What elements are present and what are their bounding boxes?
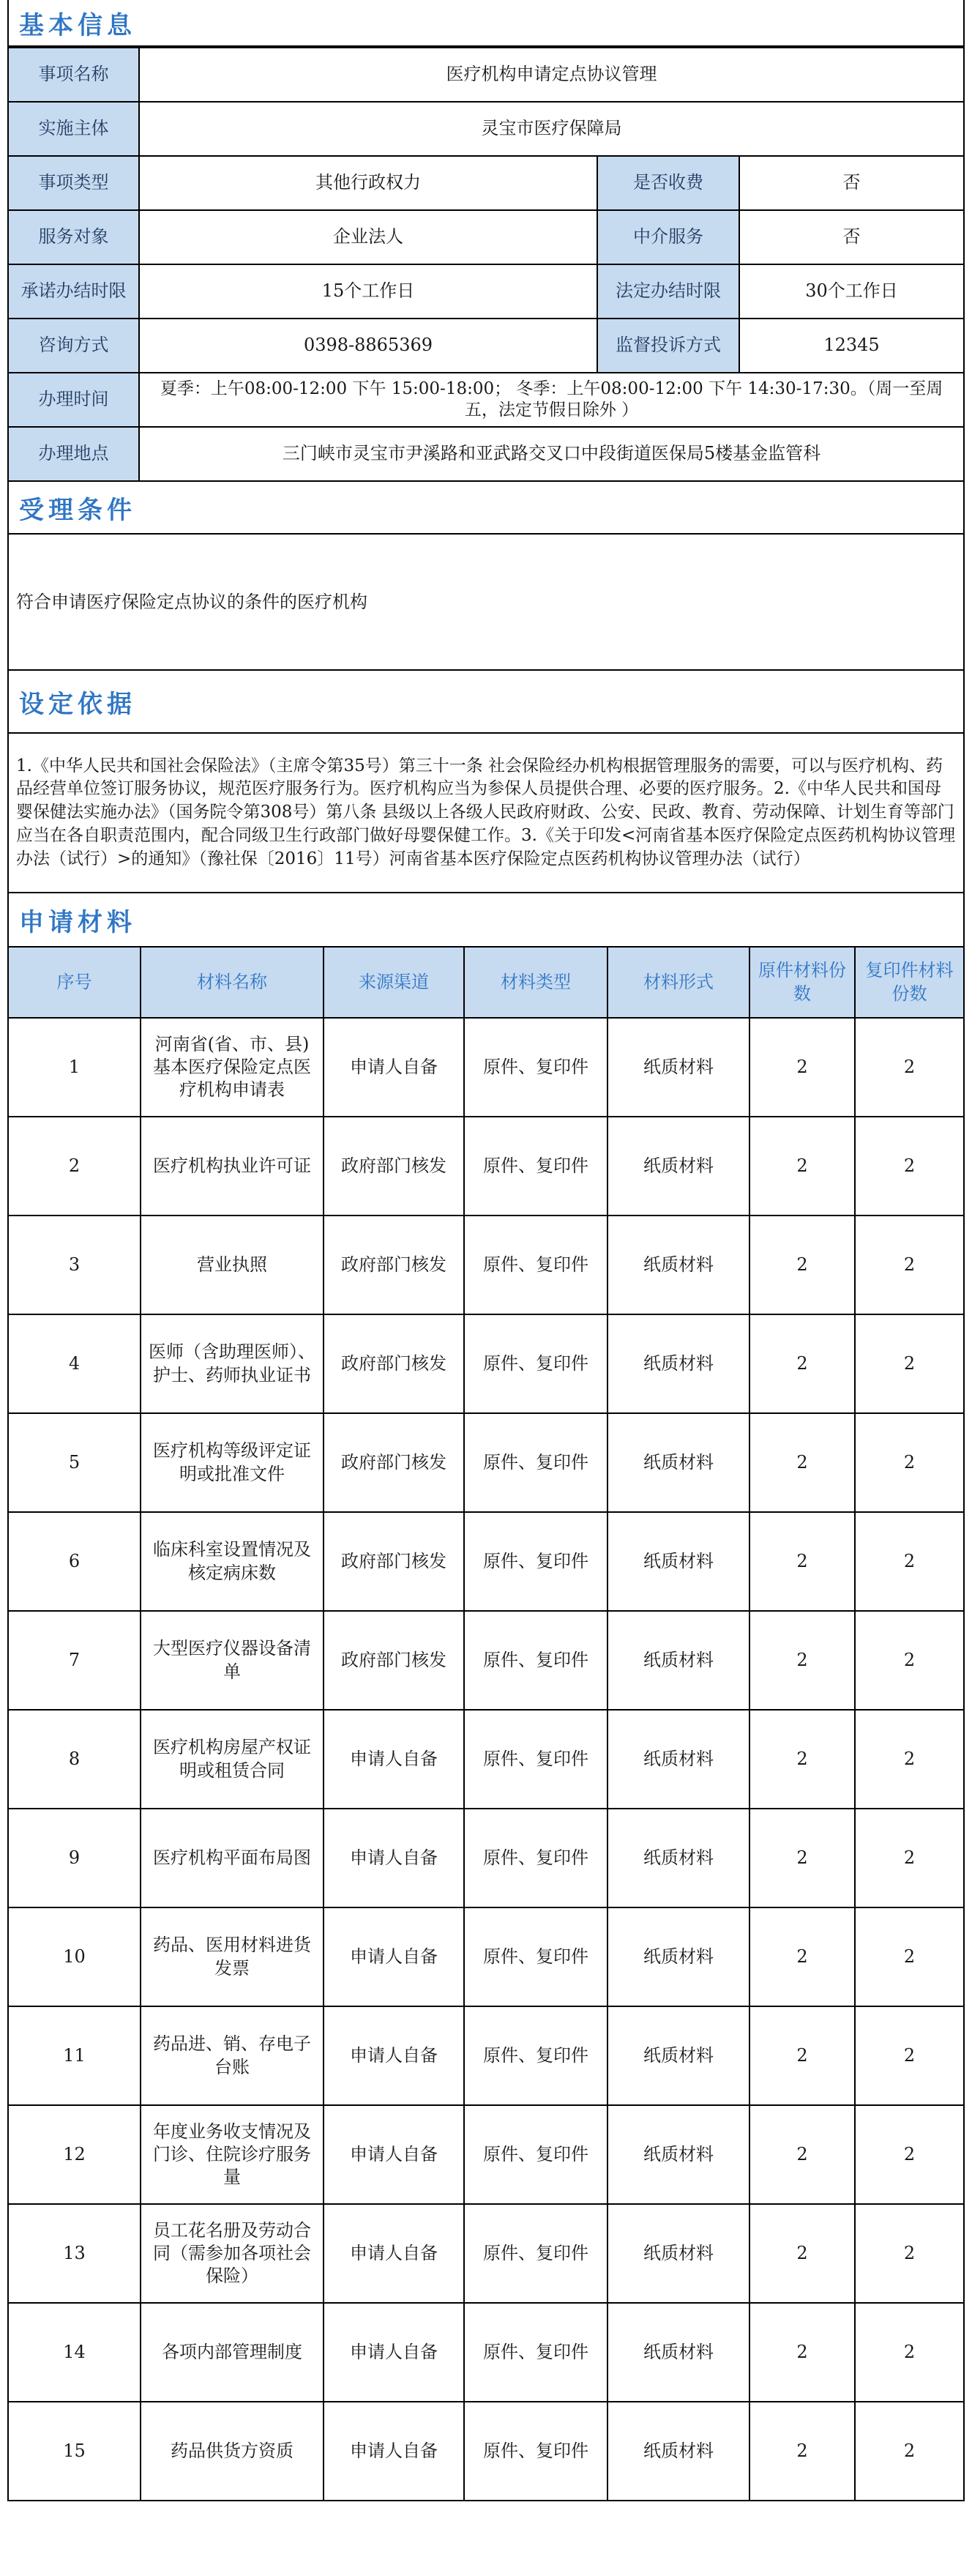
location-value: 三门峡市灵宝市尹溪路和亚武路交叉口中段街道医保局5楼基金监管科 — [139, 427, 963, 481]
material-source: 政府部门核发 — [324, 1413, 464, 1512]
materials-table — [9, 948, 963, 2501]
fee-label: 是否收费 — [597, 156, 739, 210]
material-source: 政府部门核发 — [324, 1314, 464, 1413]
promise-label: 承诺办结时限 — [9, 264, 139, 319]
row-location — [9, 427, 963, 481]
material-type: 原件、复印件 — [464, 1216, 608, 1314]
section-title-materials: 申请材料 — [9, 893, 963, 948]
material-name: 临床科室设置情况及核定病床数 — [141, 1512, 324, 1611]
material-no: 14 — [9, 2303, 141, 2402]
material-form: 纸质材料 — [608, 2204, 749, 2303]
material-type: 原件、复印件 — [464, 1611, 608, 1710]
material-type: 原件、复印件 — [464, 1314, 608, 1413]
material-original-count: 2 — [749, 1314, 855, 1413]
legal-value: 30个工作日 — [739, 264, 963, 319]
table-row — [9, 1512, 963, 1611]
material-copy-count: 2 — [855, 1314, 963, 1413]
header-form: 材料形式 — [608, 948, 749, 1018]
material-original-count: 2 — [749, 1018, 855, 1117]
material-name: 药品进、销、存电子台账 — [141, 2006, 324, 2105]
material-type: 原件、复印件 — [464, 1413, 608, 1512]
target-label: 服务对象 — [9, 210, 139, 264]
agency-value: 否 — [739, 210, 963, 264]
fee-value: 否 — [739, 156, 963, 210]
material-type: 原件、复印件 — [464, 1512, 608, 1611]
material-source: 申请人自备 — [324, 2105, 464, 2204]
material-type: 原件、复印件 — [464, 1809, 608, 1907]
legal-label: 法定办结时限 — [597, 264, 739, 319]
table-row — [9, 1117, 963, 1216]
table-row — [9, 2105, 963, 2204]
material-original-count: 2 — [749, 1611, 855, 1710]
service-guide-page — [7, 0, 965, 2501]
table-row — [9, 1907, 963, 2006]
material-copy-count: 2 — [855, 1018, 963, 1117]
material-source: 申请人自备 — [324, 2402, 464, 2501]
consult-label: 咨询方式 — [9, 319, 139, 373]
row-time-limits — [9, 264, 963, 319]
item-name-label: 事项名称 — [9, 48, 139, 102]
material-copy-count: 2 — [855, 2006, 963, 2105]
material-original-count: 2 — [749, 2006, 855, 2105]
row-subject — [9, 102, 963, 156]
material-copy-count: 2 — [855, 1117, 963, 1216]
material-form: 纸质材料 — [608, 2105, 749, 2204]
material-source: 申请人自备 — [324, 2303, 464, 2402]
material-name: 医疗机构执业许可证 — [141, 1117, 324, 1216]
material-type: 原件、复印件 — [464, 2402, 608, 2501]
material-source: 申请人自备 — [324, 1710, 464, 1809]
material-form: 纸质材料 — [608, 1907, 749, 2006]
section-title-conditions: 受理条件 — [9, 482, 963, 535]
material-no: 1 — [9, 1018, 141, 1117]
material-form: 纸质材料 — [608, 1710, 749, 1809]
material-form: 纸质材料 — [608, 1512, 749, 1611]
material-copy-count: 2 — [855, 1710, 963, 1809]
material-copy-count: 2 — [855, 1216, 963, 1314]
material-copy-count: 2 — [855, 1611, 963, 1710]
material-name: 各项内部管理制度 — [141, 2303, 324, 2402]
subject-value: 灵宝市医疗保障局 — [139, 102, 963, 156]
material-original-count: 2 — [749, 1907, 855, 2006]
complaint-value: 12345 — [739, 319, 963, 373]
row-type-fee — [9, 156, 963, 210]
table-row — [9, 2402, 963, 2501]
table-row — [9, 2006, 963, 2105]
row-item-name — [9, 48, 963, 102]
header-type: 材料类型 — [464, 948, 608, 1018]
material-form: 纸质材料 — [608, 1314, 749, 1413]
material-name: 医疗机构平面布局图 — [141, 1809, 324, 1907]
table-row — [9, 1611, 963, 1710]
material-copy-count: 2 — [855, 1413, 963, 1512]
row-target-agency — [9, 210, 963, 264]
material-type: 原件、复印件 — [464, 2006, 608, 2105]
material-form: 纸质材料 — [608, 1018, 749, 1117]
table-row — [9, 1710, 963, 1809]
materials-header-row — [9, 948, 963, 1018]
material-copy-count: 2 — [855, 2105, 963, 2204]
material-source: 申请人自备 — [324, 1907, 464, 2006]
material-copy-count: 2 — [855, 1907, 963, 2006]
material-source: 申请人自备 — [324, 1018, 464, 1117]
table-row — [9, 2204, 963, 2303]
header-source: 来源渠道 — [324, 948, 464, 1018]
consult-value: 0398-8865369 — [139, 319, 597, 373]
material-no: 15 — [9, 2402, 141, 2501]
hours-value: 夏季：上午08:00-12:00 下午 15:00-18:00； 冬季：上午08:00-12:00 下午 14:30-17:30。（周一至周五，法定节假日除外 ） — [139, 373, 963, 427]
material-source: 政府部门核发 — [324, 1216, 464, 1314]
material-no: 13 — [9, 2204, 141, 2303]
material-name: 员工花名册及劳动合同（需参加各项社会保险） — [141, 2204, 324, 2303]
material-no: 2 — [9, 1117, 141, 1216]
material-copy-count: 2 — [855, 2204, 963, 2303]
hours-label: 办理时间 — [9, 373, 139, 427]
material-no: 9 — [9, 1809, 141, 1907]
material-no: 11 — [9, 2006, 141, 2105]
material-type: 原件、复印件 — [464, 1018, 608, 1117]
material-no: 3 — [9, 1216, 141, 1314]
conditions-text: 符合申请医疗保险定点协议的条件的医疗机构 — [9, 535, 963, 671]
material-form: 纸质材料 — [608, 1117, 749, 1216]
type-value: 其他行政权力 — [139, 156, 597, 210]
material-original-count: 2 — [749, 1809, 855, 1907]
material-source: 申请人自备 — [324, 2006, 464, 2105]
material-form: 纸质材料 — [608, 2303, 749, 2402]
agency-label: 中介服务 — [597, 210, 739, 264]
material-original-count: 2 — [749, 2402, 855, 2501]
header-name: 材料名称 — [141, 948, 324, 1018]
material-original-count: 2 — [749, 1216, 855, 1314]
row-hours — [9, 373, 963, 427]
table-row — [9, 2303, 963, 2402]
material-original-count: 2 — [749, 1413, 855, 1512]
material-no: 10 — [9, 1907, 141, 2006]
material-original-count: 2 — [749, 2204, 855, 2303]
material-original-count: 2 — [749, 1117, 855, 1216]
location-label: 办理地点 — [9, 427, 139, 481]
material-source: 申请人自备 — [324, 2204, 464, 2303]
material-source: 政府部门核发 — [324, 1512, 464, 1611]
material-type: 原件、复印件 — [464, 2303, 608, 2402]
material-form: 纸质材料 — [608, 1611, 749, 1710]
material-form: 纸质材料 — [608, 1413, 749, 1512]
header-no: 序号 — [9, 948, 141, 1018]
material-copy-count: 2 — [855, 1809, 963, 1907]
material-name: 医疗机构房屋产权证明或租赁合同 — [141, 1710, 324, 1809]
material-name: 药品、医用材料进货发票 — [141, 1907, 324, 2006]
material-original-count: 2 — [749, 2105, 855, 2204]
table-row — [9, 1809, 963, 1907]
table-row — [9, 1413, 963, 1512]
promise-value: 15个工作日 — [139, 264, 597, 319]
material-name: 大型医疗仪器设备清单 — [141, 1611, 324, 1710]
material-original-count: 2 — [749, 1512, 855, 1611]
material-no: 7 — [9, 1611, 141, 1710]
material-name: 医疗机构等级评定证明或批准文件 — [141, 1413, 324, 1512]
subject-label: 实施主体 — [9, 102, 139, 156]
header-copy-count: 复印件材料份数 — [855, 948, 963, 1018]
material-type: 原件、复印件 — [464, 1117, 608, 1216]
section-title-basic-info: 基本信息 — [9, 0, 963, 47]
table-row — [9, 1018, 963, 1117]
material-form: 纸质材料 — [608, 2006, 749, 2105]
materials-body — [9, 1018, 963, 2501]
material-type: 原件、复印件 — [464, 1907, 608, 2006]
material-name: 河南省(省、市、县)基本医疗保险定点医疗机构申请表 — [141, 1018, 324, 1117]
material-no: 5 — [9, 1413, 141, 1512]
material-no: 8 — [9, 1710, 141, 1809]
material-source: 申请人自备 — [324, 1809, 464, 1907]
material-form: 纸质材料 — [608, 2402, 749, 2501]
table-row — [9, 1216, 963, 1314]
material-original-count: 2 — [749, 2303, 855, 2402]
complaint-label: 监督投诉方式 — [597, 319, 739, 373]
material-source: 政府部门核发 — [324, 1611, 464, 1710]
material-name: 年度业务收支情况及门诊、住院诊疗服务量 — [141, 2105, 324, 2204]
material-no: 4 — [9, 1314, 141, 1413]
target-value: 企业法人 — [139, 210, 597, 264]
row-contact — [9, 319, 963, 373]
basic-info-table — [9, 47, 963, 482]
material-name: 营业执照 — [141, 1216, 324, 1314]
material-form: 纸质材料 — [608, 1809, 749, 1907]
material-no: 12 — [9, 2105, 141, 2204]
material-name: 医师（含助理医师）、护士、药师执业证书 — [141, 1314, 324, 1413]
type-label: 事项类型 — [9, 156, 139, 210]
material-name: 药品供货方资质 — [141, 2402, 324, 2501]
material-copy-count: 2 — [855, 2303, 963, 2402]
material-original-count: 2 — [749, 1710, 855, 1809]
material-no: 6 — [9, 1512, 141, 1611]
item-name-value: 医疗机构申请定点协议管理 — [139, 48, 963, 102]
table-row — [9, 1314, 963, 1413]
header-original-count: 原件材料份数 — [749, 948, 855, 1018]
section-title-basis: 设定依据 — [9, 671, 963, 734]
material-copy-count: 2 — [855, 1512, 963, 1611]
material-source: 政府部门核发 — [324, 1117, 464, 1216]
material-type: 原件、复印件 — [464, 2204, 608, 2303]
basis-text: 1.《中华人民共和国社会保险法》（主席令第35号）第三十一条 社会保险经办机构根据管理服务的需要，可以与医疗机构、药品经营单位签订服务协议，规范医疗服务行为。医疗机构应当为参保人员提供合理、必要的医疗服务。2.《中华人民共和国母婴保健法实施办法》（国务院令第308号）第八条 县级以上各级人民政府财政、公安、民政、教育、劳动保障、计划生育等部门应当在各自职责范围内，配合同级卫生行政部门做好母婴保健工作。3.《关于印发<河南省基本医疗保险定点医药机构协议管理办法（试行）>的通知》（豫社保〔2016〕11号）河南省基本医疗保险定点医药机构协议管理办法（试行） — [9, 734, 963, 893]
material-copy-count: 2 — [855, 2402, 963, 2501]
material-form: 纸质材料 — [608, 1216, 749, 1314]
material-type: 原件、复印件 — [464, 2105, 608, 2204]
material-type: 原件、复印件 — [464, 1710, 608, 1809]
